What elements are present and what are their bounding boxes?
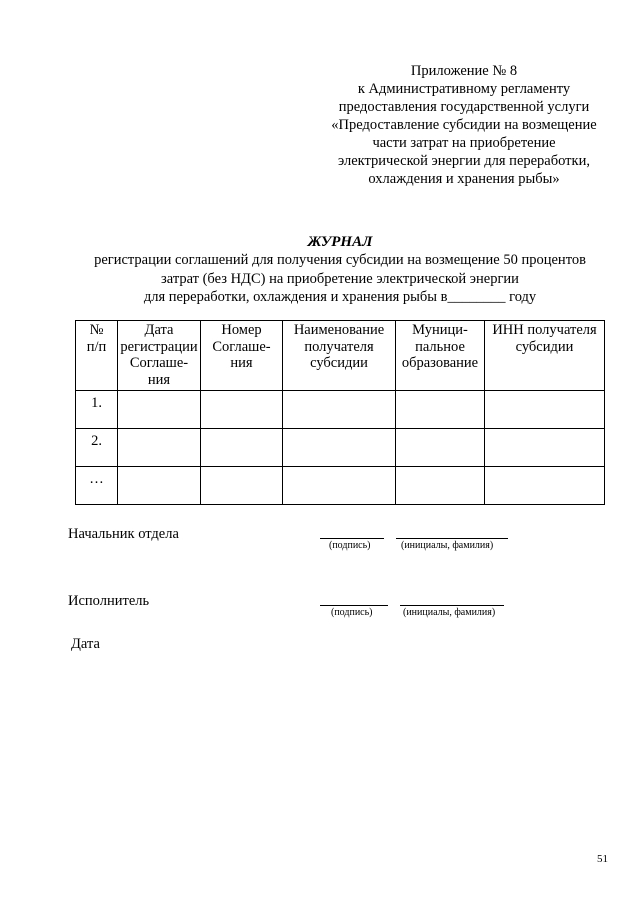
appendix-line: Приложение № 8 [410, 63, 518, 79]
table-cell [485, 467, 605, 505]
journal-subtitle-line: затрат (без НДС) на приобретение электрической энергии [161, 270, 519, 287]
registration-table [75, 320, 605, 505]
executor-label: Исполнитель [68, 593, 150, 609]
appendix-line: предоставления государственной услуги [338, 99, 590, 115]
table-cell [283, 467, 396, 505]
table-cell [118, 391, 201, 429]
journal-subtitle [40, 251, 640, 307]
column-header-agreement-number: Номер Соглаше- ния [201, 321, 283, 391]
table-cell [396, 467, 485, 505]
column-header-number: № п/п [76, 321, 118, 391]
head-name-line [396, 538, 508, 539]
table-cell [201, 429, 283, 467]
journal-subtitle-line: регистрации соглашений для получения субсидии на возмещение 50 процентов [94, 252, 586, 268]
row-number-cell: 1. [76, 391, 118, 429]
head-signature-line [320, 538, 384, 539]
date-label: Дата [71, 636, 100, 652]
appendix-line: части затрат на приобретение [372, 135, 556, 151]
journal-title: ЖУРНАЛ [307, 234, 373, 250]
column-header-recipient-inn: ИНН получателя субсидии [485, 321, 605, 391]
table-cell [485, 391, 605, 429]
head-of-department-label: Начальник отдела [68, 526, 179, 542]
column-header-municipality: Муници- пальное образование [396, 321, 485, 391]
appendix-line: «Предоставление субсидии на возмещение [331, 117, 597, 133]
table-cell [283, 429, 396, 467]
row-number-cell: … [76, 467, 118, 505]
table-cell [283, 391, 396, 429]
table-row [76, 391, 605, 429]
page-number: 51 [597, 853, 608, 865]
table-cell [396, 429, 485, 467]
table-row [76, 429, 605, 467]
executor-signature-caption: (подпись) [331, 607, 373, 618]
column-header-recipient-name: Наименование получателя субсидии [283, 321, 396, 391]
table-cell [485, 429, 605, 467]
table-header-row [76, 321, 605, 391]
table-cell [201, 467, 283, 505]
table-cell [201, 391, 283, 429]
journal-subtitle-line: для переработки, охлаждения и хранения рыбы в________ году [143, 289, 537, 305]
appendix-line: охлаждения и хранения рыбы» [368, 171, 560, 187]
table-row [76, 467, 605, 505]
appendix-line: к Административному регламенту [357, 81, 571, 97]
table-cell [118, 467, 201, 505]
executor-signature-line [320, 605, 388, 606]
appendix-line: электрической энергии для переработки, [338, 153, 590, 169]
row-number-cell: 2. [76, 429, 118, 467]
executor-name-caption: (инициалы, фамилия) [403, 607, 496, 618]
executor-name-line [400, 605, 504, 606]
appendix-header [326, 62, 602, 188]
column-header-registration-date: Дата регистрации Соглаше- ния [118, 321, 201, 391]
head-name-caption: (инициалы, фамилия) [401, 540, 494, 551]
head-signature-caption: (подпись) [329, 540, 371, 551]
table-cell [396, 391, 485, 429]
table-cell [118, 429, 201, 467]
